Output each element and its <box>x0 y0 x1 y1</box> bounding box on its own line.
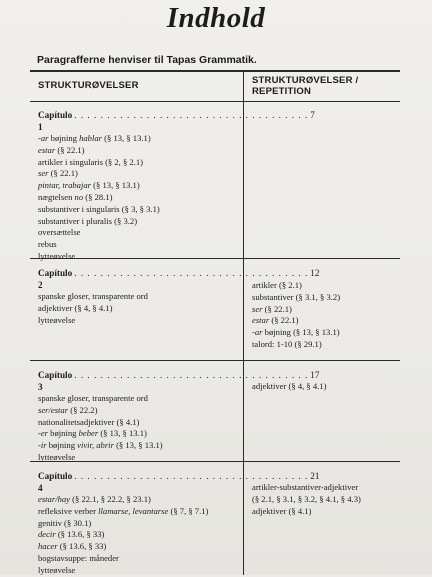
topic-text: bøjning <box>48 428 79 439</box>
topic-line <box>38 157 233 169</box>
chapter-4-right <box>252 482 422 517</box>
term-italic: estar/hay <box>38 494 70 504</box>
topic-text: spanske gloser, transparente ord <box>38 393 148 403</box>
topic-line <box>38 440 233 452</box>
topic-text: substantiver i singularis (§ 3, § 3.1) <box>38 203 160 214</box>
leader-dots: . . . . . . . . . . . . . . . . . . . . . . . . . . . . . . . . . . . . <box>74 110 309 120</box>
topic-line <box>252 506 422 518</box>
topic-text: talord: 1-10 (§ 29.1) <box>252 338 322 349</box>
topic-text: (§ 28.1) <box>83 191 113 202</box>
topic-text: adjektiver (§ 4.1) <box>252 505 312 516</box>
topic-line <box>252 494 422 506</box>
column-header-right-line2: REPETITION <box>252 86 312 97</box>
topic-text: (§ 13.6, § 33) <box>57 541 107 552</box>
term-italic: -ir <box>38 440 47 451</box>
topic-line <box>38 428 233 440</box>
term-italic: no <box>74 191 84 202</box>
topic-line <box>38 405 233 417</box>
leader-dots: . . . . . . . . . . . . . . . . . . . . . . . . . . . . . . . . . . . . <box>74 370 309 380</box>
leader-dots: . . . . . . . . . . . . . . . . . . . . . . . . . . . . . . . . . . . . <box>74 268 309 278</box>
topic-text: (§ 22.1, § 22.2, § 23.1) <box>69 494 151 504</box>
topic-text: nationalitetsadjektiver (§ 4.1) <box>38 416 140 427</box>
chapter-rule-3 <box>30 360 400 361</box>
column-header-right-line1: STRUKTURØVELSER / <box>252 75 359 86</box>
topic-line <box>38 565 233 577</box>
topic-text: bøjning <box>48 133 80 143</box>
topic-line <box>252 482 422 494</box>
topic-text: bøjning (§ 13, § 13.1) <box>262 327 340 338</box>
topic-line <box>38 541 233 553</box>
term-italic: vivir, abrir <box>77 440 114 451</box>
term-italic: ser <box>252 303 263 314</box>
table-top-rule <box>30 70 400 72</box>
topic-text: (§ 2.1, § 3.1, § 3.2, § 4.1, § 4.3) <box>252 493 361 504</box>
topic-line <box>38 227 233 239</box>
term-italic: decir <box>38 529 56 540</box>
topic-text: (§ 22.1) <box>55 144 85 155</box>
topic-line <box>252 280 422 292</box>
topic-line <box>252 327 422 339</box>
topic-line <box>38 133 233 145</box>
term-italic: -er <box>38 428 49 439</box>
topic-text: adjektiver (§ 4, § 4.1) <box>252 381 327 391</box>
topic-line <box>38 168 233 180</box>
topic-text: nægtelsen <box>38 191 75 202</box>
topic-text: (§ 13, § 13.1) <box>98 428 147 439</box>
page-number: 7 <box>310 110 315 120</box>
term-italic: -ar <box>252 327 263 338</box>
topic-text: lytteøvelse <box>38 250 76 261</box>
topic-line <box>252 304 422 316</box>
topic-line <box>38 291 233 303</box>
page-number: 21 <box>310 471 320 481</box>
page-number: 17 <box>310 370 320 380</box>
topic-text: refleksive verber <box>38 505 99 516</box>
topic-line <box>38 145 233 157</box>
topic-text: (§ 13, § 13.1) <box>102 133 151 143</box>
topic-line <box>38 393 233 405</box>
topic-text: lytteøvelse <box>38 564 76 575</box>
page-title: Indhold <box>166 2 266 34</box>
topic-text: rebus <box>38 239 57 250</box>
column-header-right <box>252 75 358 97</box>
chapter-name: Capítulo 1 <box>38 110 73 132</box>
topic-text: lytteøvelse <box>38 451 76 462</box>
topic-line <box>38 506 233 518</box>
chapter-2-right <box>252 280 422 351</box>
topic-line <box>252 292 422 304</box>
page-number: 12 <box>310 268 320 278</box>
leader-dots: . . . . . . . . . . . . . . . . . . . . . . . . . . . . . . . . . . . . <box>74 471 309 481</box>
topic-line <box>38 452 233 464</box>
topic-line <box>38 216 233 228</box>
intro-text: Paragrafferne henviser til Tapas Grammatik. <box>37 54 257 66</box>
topic-line <box>38 518 233 530</box>
topic-line <box>38 529 233 541</box>
topic-text: (§ 13, § 13.1) <box>113 440 163 451</box>
topic-text: (§ 22.1) <box>269 315 299 326</box>
chapter-name: Capítulo 3 <box>38 370 73 392</box>
column-divider <box>243 70 244 575</box>
topic-line <box>38 192 233 204</box>
topic-line <box>38 553 233 565</box>
topic-line <box>252 315 422 327</box>
header-rule <box>30 101 400 102</box>
topic-text: artikler i singularis (§ 2, § 2.1) <box>38 156 144 167</box>
topic-text: (§ 13.6, § 33) <box>55 529 105 540</box>
topic-text: artikler-substantiver-adjektiver <box>252 482 359 492</box>
topic-line <box>38 417 233 429</box>
topic-text: (§ 22.2) <box>68 404 98 415</box>
topic-text: oversættelse <box>38 227 81 238</box>
topic-text: (§ 22.1) <box>48 168 78 179</box>
term-italic: estar <box>252 315 270 326</box>
topic-line <box>252 381 422 393</box>
topic-line <box>252 339 422 351</box>
topic-text: bøjning <box>46 440 78 451</box>
topic-line <box>38 251 233 263</box>
term-italic: pintar, trabajar <box>38 180 92 191</box>
chapter-name: Capítulo 4 <box>38 471 73 493</box>
topic-text: (§ 7, § 7.1) <box>168 505 209 516</box>
topic-text: (§ 22.1) <box>262 303 292 314</box>
topic-text: lytteøvelse <box>38 314 76 325</box>
term-italic: estar <box>38 144 56 155</box>
topic-line <box>38 180 233 192</box>
term-italic: -ar <box>38 133 49 143</box>
term-italic: ser/estar <box>38 404 69 415</box>
topic-text: substantiver i pluralis (§ 3.2) <box>38 215 138 226</box>
topic-text: (§ 13, § 13.1) <box>91 180 140 191</box>
term-italic: ser <box>38 168 49 179</box>
topic-line <box>38 204 233 216</box>
topic-text: adjektiver (§ 4, § 4.1) <box>38 302 113 313</box>
topic-text: spanske gloser, transparente ord <box>38 291 148 301</box>
chapter-1-left <box>38 109 315 263</box>
chapter-name: Capítulo 2 <box>38 268 73 290</box>
term-italic: beber <box>78 428 99 439</box>
topic-line <box>38 494 233 506</box>
chapter-heading[interactable] <box>38 109 315 133</box>
chapter-3-right <box>252 381 422 393</box>
term-italic: hablar <box>79 133 102 143</box>
topic-line <box>38 303 233 315</box>
topic-text: bogstavsuppe: måneder <box>38 552 119 563</box>
column-header-left: STRUKTURØVELSER <box>38 80 139 91</box>
term-italic: hacer <box>38 541 58 552</box>
topic-line <box>38 315 233 327</box>
topic-line <box>38 239 233 251</box>
topic-text: substantiver (§ 3.1, § 3.2) <box>252 291 341 302</box>
topic-text: artikler (§ 2.1) <box>252 280 302 290</box>
topic-text: genitiv (§ 30.1) <box>38 517 92 528</box>
term-italic: llamarse, levantarse <box>98 505 169 516</box>
